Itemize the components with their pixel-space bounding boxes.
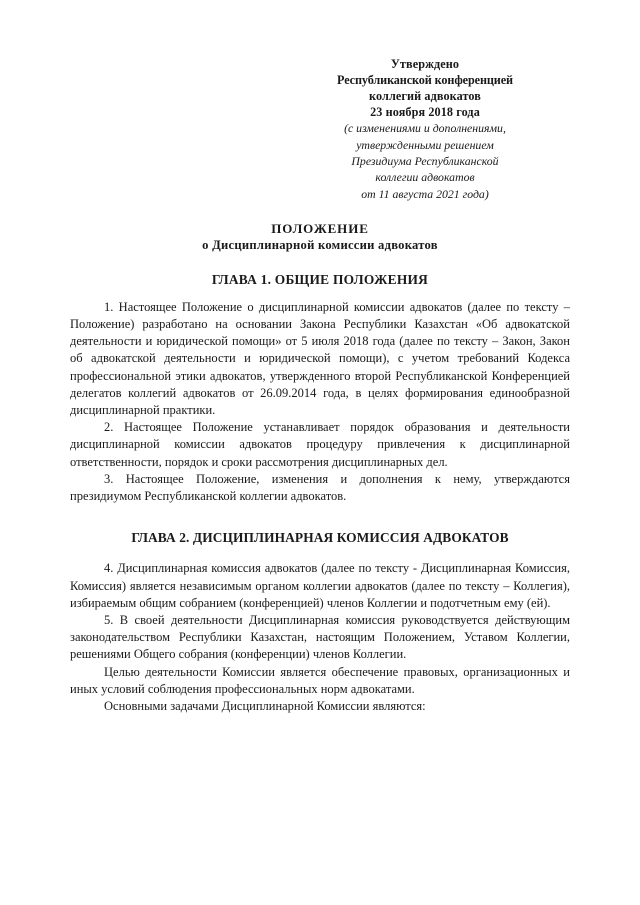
chapter-2-paragraph-tasks-intro: Основными задачами Дисциплинарной Комиссии являются: bbox=[104, 698, 426, 713]
approval-line-1: Утверждено bbox=[390, 57, 460, 71]
amendment-line-4: коллегии адвокатов bbox=[375, 170, 475, 185]
chapter-1-heading: ГЛАВА 1. ОБЩИЕ ПОЛОЖЕНИЯ bbox=[211, 271, 429, 287]
chapter-1-paragraph-3: 3. Настоящее Положение, изменения и дополнения к нему, утверждаются президиумом Республиканской коллегии адвокатов. bbox=[70, 471, 570, 504]
document-content bbox=[70, 56, 570, 715]
approval-line-3: коллегий адвокатов bbox=[369, 89, 481, 104]
amendment-line-5: от 11 августа 2021 года) bbox=[361, 186, 489, 201]
document-subtitle: о Дисциплинарной комиссии адвокатов bbox=[202, 237, 438, 252]
amendment-line-2: утвержденными решением bbox=[356, 137, 494, 152]
chapter-2-paragraph-purpose: Целью деятельности Комиссии является обеспечение правовых, организационных и иных условий соблюдения профессиональных норм адвокатами. bbox=[70, 664, 570, 696]
chapter-2-paragraph-5: 5. В своей деятельности Дисциплинарная комиссия руководствуется действующим законодательством Республики Казахстан, настоящим Положением, Уставом Коллегии, решениями Общего собрания (конференции) членов Коллегии. bbox=[70, 612, 570, 662]
approval-line-4: 23 ноября 2018 года bbox=[370, 105, 480, 120]
chapter-1-paragraph-1: 1. Настоящее Положение о дисциплинарной комиссии адвокатов (далее по тексту – Положение) разработано на основании Закона Республики Казахстан «Об адвокатской деятельности и юридической помощи» от 5 июля 2018 года (далее по тексту – Закон, Закон об адвокатской деятельности и юридической помощи), с учетом требований Кодекса профессиональной этики адвокатов, утвержденного второй Республиканской Конференцией делегатов коллегий адвокатов от 26.09.2014 года, в целях формирования единообразной дисциплинарной практики. bbox=[70, 299, 570, 418]
approval-block bbox=[280, 56, 570, 202]
chapter-2-heading: ГЛАВА 2. ДИСЦИПЛИНАРНАЯ КОМИССИЯ АДВОКАТОВ bbox=[131, 530, 509, 546]
amendment-line-1: (с изменениями и дополнениями, bbox=[344, 121, 506, 136]
chapter-2-paragraph-4: 4. Дисциплинарная комиссия адвокатов (далее по тексту - Дисциплинарная Комиссия, Комиссия) является независимым органом коллегии адвокатов (далее по тексту – Коллегия), избираемым общим собранием (конференцией) членов Коллегии и подотчетным ему (ей). bbox=[70, 561, 570, 610]
chapter-1-paragraph-2: 2. Настоящее Положение устанавливает порядок образования и деятельности дисциплинарной комиссии адвокатов процедуру привлечения к дисциплинарной ответственности, порядок и сроки рассмотрения дисциплинарных дел. bbox=[70, 420, 570, 469]
amendment-line-3: Президиума Республиканской bbox=[351, 153, 499, 168]
document-title: ПОЛОЖЕНИЕ bbox=[271, 220, 369, 236]
approval-line-2: Республиканской конференцией bbox=[337, 73, 513, 88]
